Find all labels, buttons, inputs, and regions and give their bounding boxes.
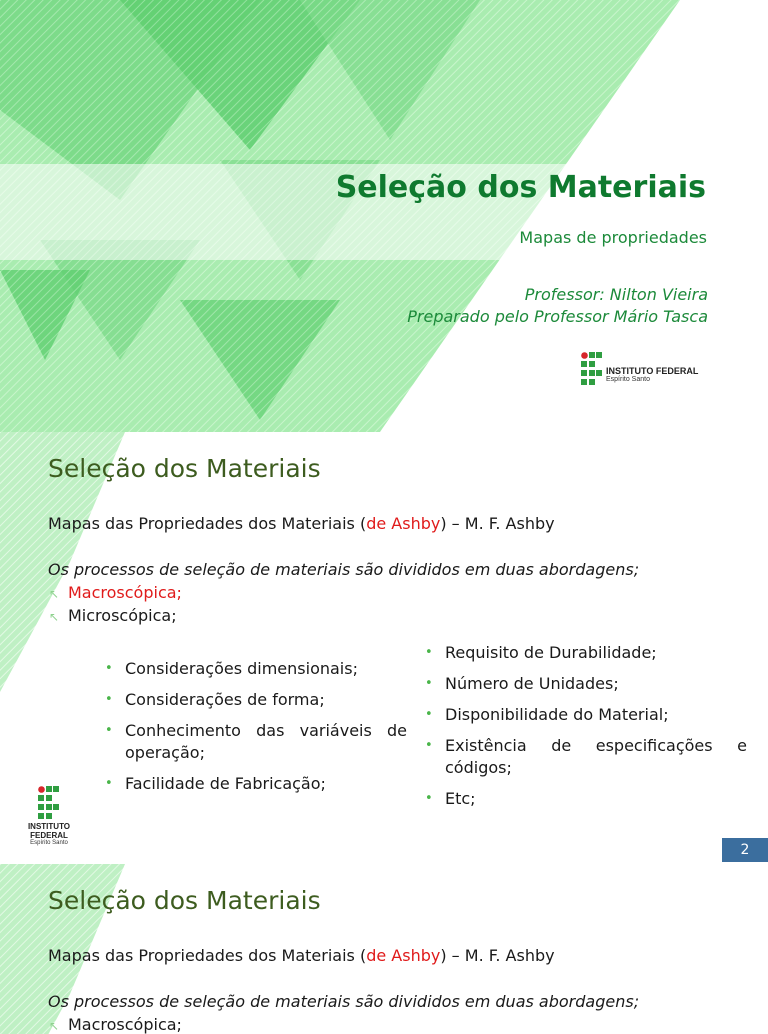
approach-item [49, 583, 182, 602]
bullet-icon: • [425, 707, 433, 722]
list-item: • Considerações dimensionais; [105, 659, 358, 678]
if-logo-grid-icon [581, 352, 603, 385]
list-item: • Conhecimento das variáveis de operação; [105, 721, 407, 762]
content-slide-3 [0, 864, 768, 1034]
slide-title: Seleção dos Materiais [48, 886, 321, 915]
list-item: • Etc; [425, 789, 476, 808]
list-item: • Existência de especificações e códigos; [425, 736, 747, 777]
logo-subtext: Espírito Santo [30, 840, 68, 846]
instituto-federal-logo [581, 352, 711, 386]
list-item: • Considerações de forma; [105, 690, 325, 709]
approach-label: Macroscópica; [68, 1015, 182, 1034]
intro-pre: Mapas das Propriedades dos Materiais ( [48, 514, 367, 533]
approaches-intro: Os processos de seleção de materiais são divididos em duas abordagens; [48, 992, 640, 1011]
prepared-by: Preparado pelo Professor Mário Tasca [407, 307, 708, 326]
bullet-icon: • [105, 661, 113, 676]
list-item: • Requisito de Durabilidade; [425, 643, 657, 662]
presentation-title: Seleção dos Materiais [335, 170, 706, 205]
bullet-icon: • [425, 676, 433, 691]
approach-item [49, 606, 177, 625]
title-slide [0, 0, 768, 432]
arrow-bullet-icon: ↖ [49, 1019, 60, 1033]
macro-considerations-list [101, 658, 407, 804]
if-logo-grid-icon [38, 786, 60, 819]
bullet-icon: • [425, 645, 433, 660]
bullet-icon: • [425, 791, 433, 806]
list-item: • Número de Unidades; [425, 674, 619, 693]
approaches-intro: Os processos de seleção de materiais são divididos em duas abordagens; [48, 560, 640, 579]
ashby-intro [48, 946, 555, 965]
instituto-federal-logo [22, 786, 82, 850]
page-number-badge: 2 [722, 838, 768, 862]
logo-subtext: Espírito Santo [606, 376, 650, 383]
slide-title: Seleção dos Materiais [48, 454, 321, 483]
arrow-bullet-icon: ↖ [49, 610, 60, 624]
list-item: • Facilidade de Fabricação; [105, 774, 326, 793]
bullet-icon: • [425, 738, 433, 753]
logo-text: INSTITUTO FEDERAL [27, 822, 71, 840]
logo-text: INSTITUTO FEDERAL [606, 366, 699, 376]
ashby-intro [48, 514, 555, 533]
intro-post: ) – M. F. Ashby [440, 514, 555, 533]
bullet-icon: • [105, 776, 113, 791]
bullet-icon: • [105, 723, 113, 738]
list-item: • Disponibilidade do Material; [425, 705, 669, 724]
approach-item [49, 1015, 182, 1034]
intro-highlight: de Ashby [366, 514, 441, 533]
arrow-bullet-icon: ↖ [49, 587, 60, 601]
presentation-subtitle: Mapas de propriedades [519, 228, 707, 247]
approach-label: Macroscópica; [68, 583, 182, 602]
bullet-icon: • [105, 692, 113, 707]
professor-name: Professor: Nilton Vieira [524, 285, 708, 304]
intro-post: ) – M. F. Ashby [440, 946, 555, 965]
intro-pre: Mapas das Propriedades dos Materiais ( [48, 946, 367, 965]
approach-label: Microscópica; [68, 606, 177, 625]
intro-highlight: de Ashby [366, 946, 441, 965]
micro-considerations-list [421, 642, 747, 819]
content-slide-2 [0, 432, 768, 864]
